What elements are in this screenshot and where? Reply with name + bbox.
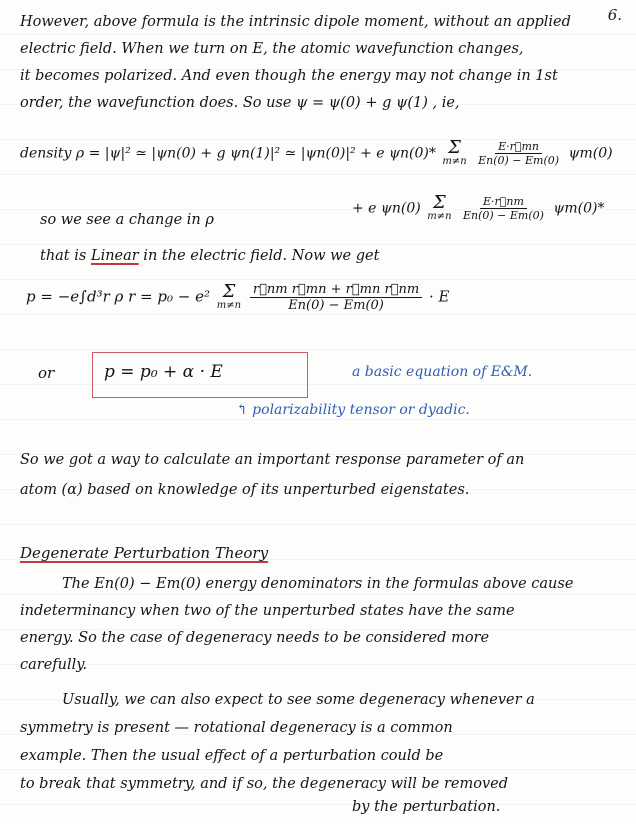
density-sum-2: Σ m≠n xyxy=(427,192,452,222)
degenerate-heading: Degenerate Perturbation Theory xyxy=(20,544,269,562)
density-fraction-1-num: E·r⃗mn xyxy=(495,140,542,154)
density-sum-1-label: m≠n xyxy=(442,156,467,167)
change-line-2-pre: that is xyxy=(40,248,91,264)
dipole-fraction xyxy=(250,282,422,313)
polarizability-note: ↰ polarizability tensor or dyadic. xyxy=(236,402,470,418)
dipole-equation xyxy=(26,282,449,313)
page-number: 6. xyxy=(607,6,622,24)
response-line-2: atom (α) based on knowledge of its unperturbed eigenstates. xyxy=(20,482,470,498)
dipole-sum: Σ m≠n xyxy=(216,281,242,311)
density-equation-cont xyxy=(352,192,605,222)
change-line-1: so we see a change in ρ xyxy=(40,212,214,228)
density-fraction-2-den: En(0) − Em(0) xyxy=(462,209,544,222)
density-sum-2-label: m≠n xyxy=(427,211,452,222)
para2-line-2: symmetry is present — rotational degeneracy is a common xyxy=(20,720,453,736)
density-plus-term: + e ψn(0) xyxy=(352,200,421,217)
section-heading xyxy=(20,544,268,562)
para1-line-2: indeterminancy when two of the unperturbed states have the same xyxy=(20,603,515,619)
para1-line-3: energy. So the case of degeneracy needs to be considered more xyxy=(20,630,490,646)
change-line-2-post: in the electric field. Now we get xyxy=(138,248,380,264)
density-lhs: density ρ = |ψ|² ≃ |ψn(0) + g ψn(1)|² ≃ |ψn(0)|² + e ψn(0)* xyxy=(20,145,436,162)
change-line-2 xyxy=(40,248,379,264)
density-fraction-2-num: E·r⃗nm xyxy=(480,195,527,209)
para2-line-4: to break that symmetry, and if so, the degeneracy will be removed xyxy=(20,776,509,792)
response-line-1: So we got a way to calculate an important response parameter of an xyxy=(20,452,525,468)
density-fraction-2 xyxy=(460,195,547,222)
or-label: or xyxy=(38,364,55,382)
linear-underlined: Linear xyxy=(90,248,139,264)
para1-line-1: The En(0) − Em(0) energy denominators in the formulas above cause xyxy=(62,576,574,592)
density-term-2-tail: ψm(0)* xyxy=(553,200,605,217)
density-sum-1: Σ m≠n xyxy=(442,137,467,167)
density-fraction-1 xyxy=(475,140,562,167)
intro-line-3: it becomes polarized. And even though the energy may not change in 1st xyxy=(20,68,558,84)
density-term-1-tail: ψm(0) xyxy=(568,145,613,162)
intro-line-1: However, above formula is the intrinsic dipole moment, without an applied xyxy=(20,14,571,30)
intro-line-2: electric field. When we turn on E, the atomic wavefunction changes, xyxy=(20,41,524,57)
dipole-fraction-den: En(0) − Em(0) xyxy=(288,298,384,313)
dipole-fraction-num: r⃗nm r⃗mn + r⃗mn r⃗nm xyxy=(250,282,422,298)
boxed-equation: p = p₀ + α · E xyxy=(104,362,223,382)
dipole-tail: · E xyxy=(428,287,450,306)
dipole-lhs: p = −e∫d³r ρ r = p₀ − e² xyxy=(26,287,210,306)
para1-line-4: carefully. xyxy=(20,657,88,673)
dipole-sum-label: m≠n xyxy=(216,300,242,311)
para2-line-5: by the perturbation. xyxy=(352,799,501,815)
density-fraction-1-den: En(0) − Em(0) xyxy=(478,154,560,167)
intro-line-4: order, the wavefunction does. So use ψ = ψ(0) + g ψ(1) , ie, xyxy=(20,95,460,111)
para2-line-1: Usually, we can also expect to see some degeneracy whenever a xyxy=(62,692,535,708)
blue-note: a basic equation of E&M. xyxy=(352,364,533,380)
density-equation xyxy=(20,137,613,167)
para2-line-3: example. Then the usual effect of a perturbation could be xyxy=(20,748,444,764)
